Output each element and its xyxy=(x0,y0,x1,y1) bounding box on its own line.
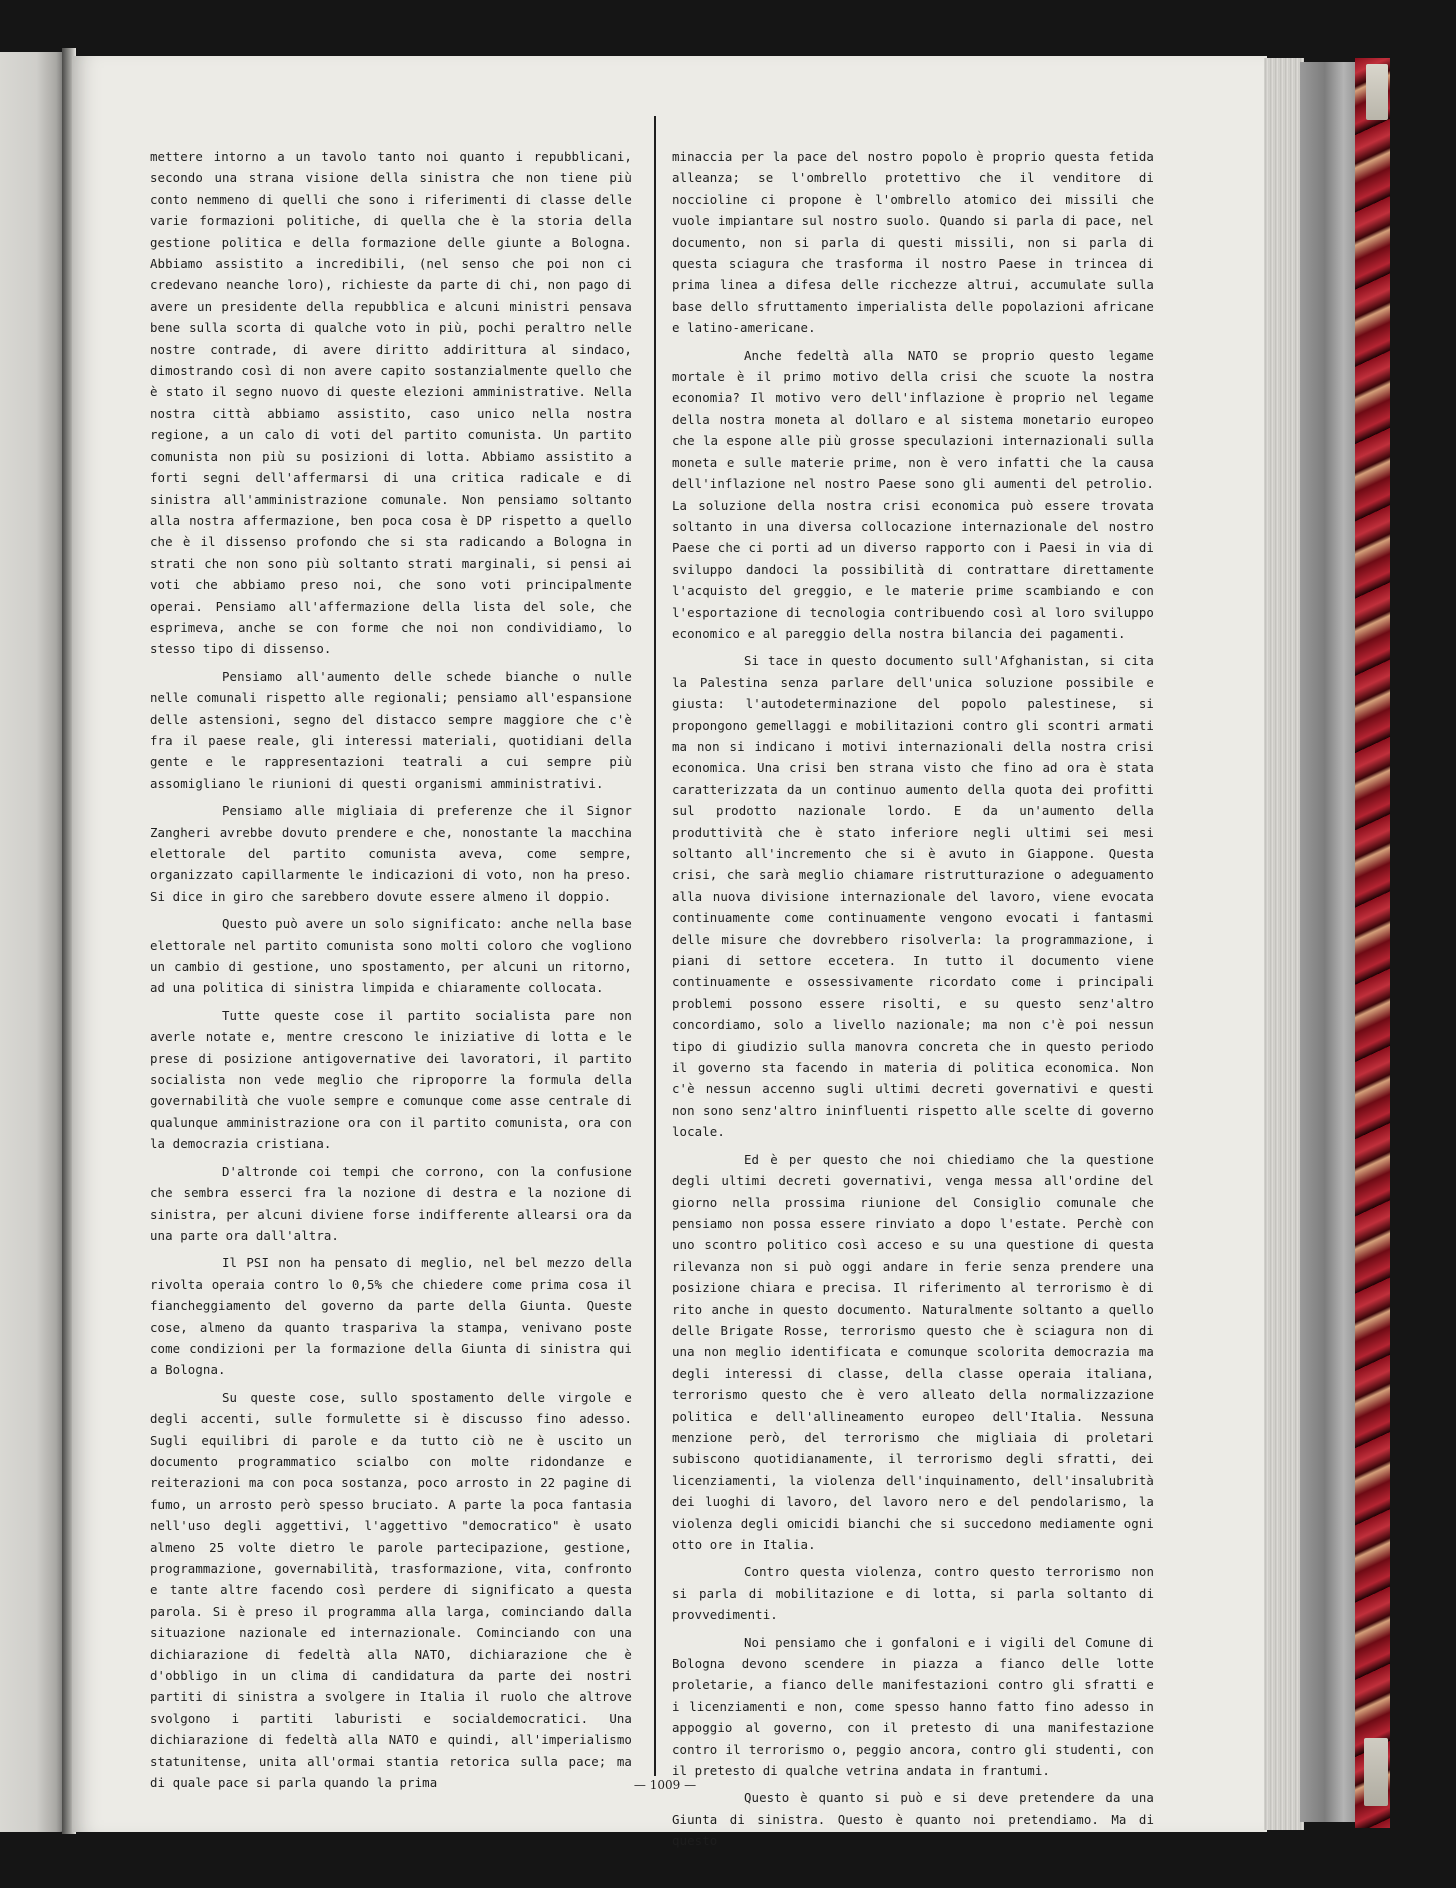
paragraph: Questo è quanto si può e si deve pretendere da una Giunta di sinistra. Questo è quanto noi pretendiamo. Ma di questo xyxy=(672,1790,1154,1849)
column-divider xyxy=(654,116,656,1776)
paragraph: Anche fedeltà alla NATO se proprio questo legame mortale è il primo motivo della crisi che scuote la nostra economia? Il motivo vero dell'inflazione è proprio nel legame della nostra moneta al dollaro e al sistema monetario europeo che la espone alle più grosse speculazioni internazionali sulla moneta e sulle materie prime, non è vero infatti che la causa dell'inflazione nel nostro Paese sono gli aumenti del petrolio. La soluzione della nostra crisi economica può essere trovata soltanto in una diversa collocazione internazionale del nostro Paese che ci porti ad un diverso rapporto con i Paesi in via di sviluppo dandoci la possibilità di contrattare direttamente l'acquisto del greggio, e le materie prime scambiando e con l'esportazione di tecnologia contribuendo così al loro sviluppo economico e al pareggio della nostra bilancia dei pagamenti. xyxy=(672,347,1154,641)
paragraph: Su queste cose, sullo spostamento delle virgole e degli accenti, sulle formulette si è discusso fino adesso. Sugli equilibri di parole e da tutto ciò ne è uscito un documento programmatico scialbo con molte ridondanze e reiterazioni ma con poca sostanza, poco arrosto in 22 pagine di fumo, un arrosto però spesso bruciato. A parte la poca fantasia nell'uso degli aggettivi, l'aggettivo "democratico" è usato almeno 25 volte dietro le parole partecipazione, gestione, programmazione, governabilità, trasformazione, vita, confronto e tante altre facendo così perdere di significato a questa parola. Si è preso il programma alla larga, cominciando dalla situazione nazionale ed internazionale. Cominciando con una dichiarazione di fedeltà alla NATO, dichiarazione che è d'obbligo in un clima di candidatura da parte dei nostri partiti di sinistra a svolgere in Italia il ruolo che altrove svolgono i partiti laburisti e socialdemocratici. Una dichiarazione di fedeltà alla NATO e quindi, all'imperialismo statunitense, unita all'ormai stantia retorica sulla pace; ma di quale pace si parla quando la prima xyxy=(150,1389,632,1791)
paragraph: Pensiamo alle migliaia di preferenze che il Signor Zangheri avrebbe dovuto prendere e che, nonostante la macchina elettorale del partito comunista aveva, come sempre, organizzato capillarmente le indicazioni di voto, non ha preso. Si dice in giro che sarebbero dovute essere almeno il doppio. xyxy=(150,803,632,904)
paragraph: Si tace in questo documento sull'Afghanistan, si cita la Palestina senza parlare dell'unica soluzione possibile e giusta: l'autodeterminazione del popolo palestinese, si propongono gemellaggi e mobilitazioni contro gli scontri armati ma non si indicano i motivi internazionali della nostra crisi economica. Una crisi ben strana visto che fino ad ora è stata caratterizzata da un continuo aumento della quota dei profitti sul prodotto nazionale lordo. E da un'aumento della produttività che è stato inferiore negli ultimi sei mesi soltanto all'incremento che si è avuto in Giappone. Questa crisi, che sarà meglio chiamare ristrutturazione o adeguamento alla nuova divisione internazionale del lavoro, viene evocata continuamente come continuamente vengono evocati i fantasmi delle misure che dovrebbero risolverla: la programmazione, i piani di settore eccetera. In tutto il documento viene continuamente e ossessivamente ricordato come i principali problemi possono essere risolti, e su questo senz'altro concordiamo, solo a livello nazionale; ma non c'è poi nessun tipo di giudizio sulla manovra concreta che in questo periodo il governo sta facendo in materia di politica economica. Non c'è nessun accenno sugli ultimi decreti governativi e questi non sono senz'altro ininfluenti rispetto alle scelte di governo locale. xyxy=(672,653,1154,1140)
paragraph: Contro questa violenza, contro questo terrorismo non si parla di mobilitazione e di lotta, si parla soltanto di provvedimenti. xyxy=(672,1564,1154,1623)
paragraph: Ed è per questo che noi chiediamo che la questione degli ultimi decreti governativi, venga messa all'ordine del giorno nella prossima riunione del Consiglio comunale che pensiamo non possa essere rinviato a dopo l'estate. Perchè con uno scontro politico così acceso e su una questione di questa rilevanza non si può oggi andare in ferie senza prendere una posizione chiara e precisa. Il riferimento al terrorismo è di rito anche in questo documento. Naturalmente soltanto a quello delle Brigate Rosse, terrorismo questo che è sciagura non di una non meglio identificata e comunque scolorita democrazia ma degli interessi di classe, della classe operaia italiana, terrorismo questo che è vero alleato della normalizzazione politica e dell'allineamento europeo dell'Italia. Nessuna menzione però, del terrorismo che migliaia di proletari subiscono quotidianamente, il terrorismo degli sfratti, dei licenziamenti, la violenza dell'inquinamento, dell'insalubrità dei luoghi di lavoro, del lavoro nero e del pendolarismo, la violenza degli omicidi bianchi che si succedono mediamente ogni otto ore in Italia. xyxy=(672,1151,1154,1552)
paragraph: mettere intorno a un tavolo tanto noi quanto i repubblicani, secondo una strana visione della sinistra che non tiene più conto nemmeno di quelli che sono i riferimenti di classe delle varie formazioni politiche, di quella che è la storia della gestione politica e della formazione delle giunte a Bologna. Abbiamo assistito a incredibili, (nel senso che poi non ci credevano neanche loro), richieste da parte di chi, non pago di avere un presidente della repubblica e alcuni ministri pensava bene sulla scorta di qualche voto in più, pochi peraltro nelle nostre contrade, di avere diritto addirittura al sindaco, dimostrando così di non avere capito sostanzialmente quello che è stato il segno nuovo di queste elezioni amministrative. Nella nostra città abbiamo assistito, caso unico nella nostra regione, a un calo di voti del partito comunista. Un partito comunista non più su posizioni di lotta. Abbiamo assistito a forti segni dell'affermarsi di una critica radicale e di sinistra all'amministrazione comunale. Non pensiamo soltanto alla nostra affermazione, ben poca cosa è DP rispetto a quello che è il dissenso profondo che si sta radicando a Bologna in strati che non sono più soltanto strati marginali, si pensi ai voti che abbiamo preso noi, che sono voti principalmente operai. Pensiamo all'affermazione della lista del sole, che esprimeva, anche se con forme che noi non condividiamo, lo stesso tipo di dissenso. xyxy=(150,149,632,657)
paragraph: D'altronde coi tempi che corrono, con la confusione che sembra esserci fra la nozione di destra e la nozione di sinistra, per alcuni diviene forse indifferente allearsi ora da una parte ora dall'altra. xyxy=(150,1163,632,1243)
page-stack-edges xyxy=(1264,58,1304,1830)
paragraph: Il PSI non ha pensato di meglio, nel bel mezzo della rivolta operaia contro lo 0,5% che chiedere come prima cosa il fiancheggiamento del governo da parte della Giunta. Queste cose, almeno da quanto traspariva la stampa, venivano poste come condizioni per la formazione della Giunta di sinistra qui a Bologna. xyxy=(150,1255,632,1378)
book-cover-edge xyxy=(1300,62,1362,1822)
paragraph: Noi pensiamo che i gonfaloni e i vigili del Comune di Bologna devono scendere in piazza a fianco delle lotte proletarie, a fianco delle manifestazioni contro gli sfratti e i licenziamenti e non, come spesso hanno fatto fino adesso in appoggio al governo, con il pretesto di una manifestazione contro il terrorismo o, peggio ancora, contro gli studenti, con il pretesto di qualche vetrina andata in frantumi. xyxy=(672,1634,1154,1779)
paragraph: Tutte queste cose il partito socialista pare non averle notate e, mentre crescono le iniziative di lotta e le prese di posizione antigovernative dei lavoratori, il partito socialista non vede meglio che riproporre la formula della governabilità che vuole sempre e comunque come asse centrale di qualunque amministrazione ora con il partito comunista, ora con la democrazia cristiana. xyxy=(150,1007,632,1152)
paragraph: Questo può avere un solo significato: anche nella base elettorale nel partito comunista sono molti coloro che vogliono un cambio di gestione, uno spostamento, per alcuni un ritorno, ad una politica di sinistra limpida e chiaramente collocata. xyxy=(150,916,632,996)
paragraph: minaccia per la pace del nostro popolo è proprio questa fetida alleanza; se l'ombrello protettivo che il venditore di noccioline ci propone è l'ombrello atomico dei missili che vuole impiantare sul nostro suolo. Quando si parla di pace, nel documento, non si parla di questi missili, non si parla di questa sciagura che trasforma il nostro Paese in trincea di prima linea a difesa delle ricchezze altrui, accumulate sulla base dello sfruttamento imperialista delle popolazioni africane e latino-americane. xyxy=(672,149,1154,336)
right-text-column xyxy=(672,146,1154,1849)
previous-page-edge xyxy=(0,52,66,1832)
left-text-column xyxy=(150,146,632,1791)
paragraph: Pensiamo all'aumento delle schede bianche o nulle nelle comunali rispetto alle regionali; pensiamo all'espansione delle astensioni, segno del distacco sempre maggiore che c'è fra il paese reale, gli interessi materiali, quotidiani della gente e le rappresentazioni teatrali a cui sempre più assomigliano le riunioni di questi organismi amministrativi. xyxy=(150,668,632,791)
page-number: — 1009 — xyxy=(633,1778,697,1792)
spine-corner-bottom xyxy=(1364,1738,1388,1806)
spine-corner-top xyxy=(1366,64,1388,120)
marbled-spine xyxy=(1355,58,1390,1828)
